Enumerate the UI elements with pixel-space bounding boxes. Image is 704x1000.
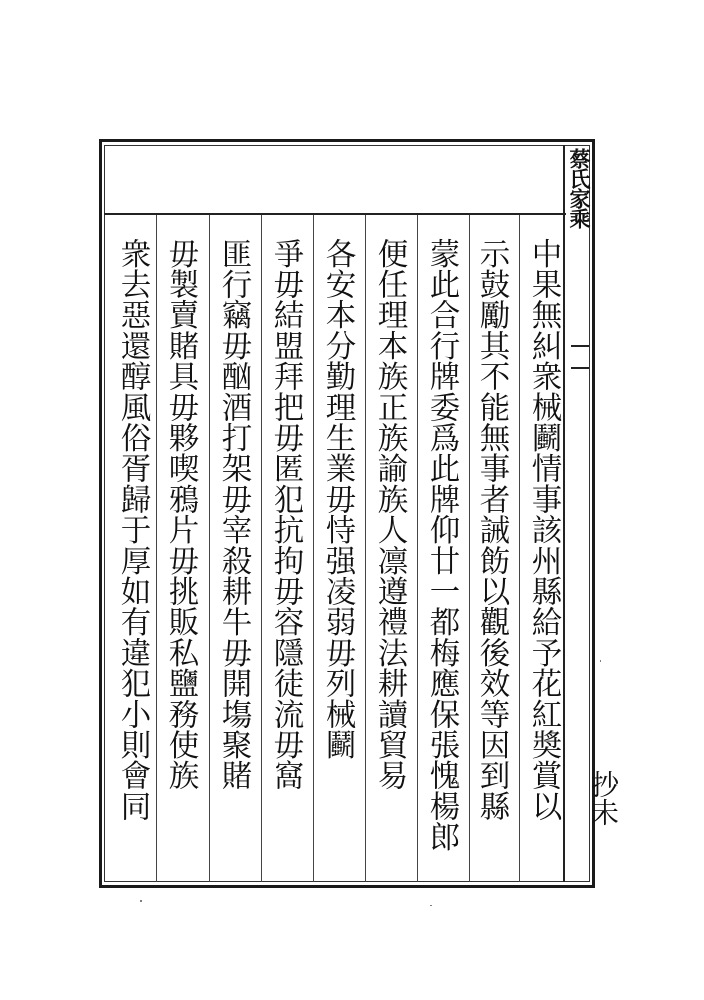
paper-speck	[140, 900, 142, 902]
paper-speck	[600, 660, 601, 662]
text-column-9: 衆去惡還醇風俗胥歸于厚如有違犯小則會同	[115, 238, 150, 822]
text-column-5: 各安本分勤理生業毋恃强凌弱毋列械鬬	[320, 238, 355, 760]
column-rule	[156, 215, 157, 882]
header-margin-rule	[104, 213, 566, 215]
paper-speck	[430, 905, 432, 906]
text-column-4: 便任理本族正族諭族人凛遵禮法耕讀貿易	[372, 238, 407, 791]
text-column-8: 毋製賣賭具毋夥喫鴉片毋挑販私鹽務使族	[163, 238, 198, 791]
column-rule	[261, 215, 262, 882]
text-column-3: 蒙此合行牌委爲此牌仰廿一都梅應保張愧楊郎	[424, 238, 459, 852]
margin-note: 抄未	[587, 770, 620, 826]
text-column-7: 匪行竊毋酗酒打架毋宰殺耕牛毋開塲聚賭	[216, 238, 251, 791]
text-column-1: 中果無糾衆械鬬情事該州縣給予花紅奬賞以	[526, 238, 561, 822]
text-column-2: 示鼓勵其不能無事者誡飭以觀後效等因到縣	[474, 238, 509, 822]
fishtail-mark	[571, 345, 589, 369]
column-rule	[313, 215, 314, 882]
text-column-6: 爭毋結盟拜把毋匿犯抗拘毋容隱徒流毋窩	[268, 238, 303, 791]
column-rule	[519, 215, 520, 882]
column-rule	[209, 215, 210, 882]
column-rule	[417, 215, 418, 882]
column-rule	[365, 215, 366, 882]
book-title-strip: 蔡氏家乘	[567, 148, 592, 228]
